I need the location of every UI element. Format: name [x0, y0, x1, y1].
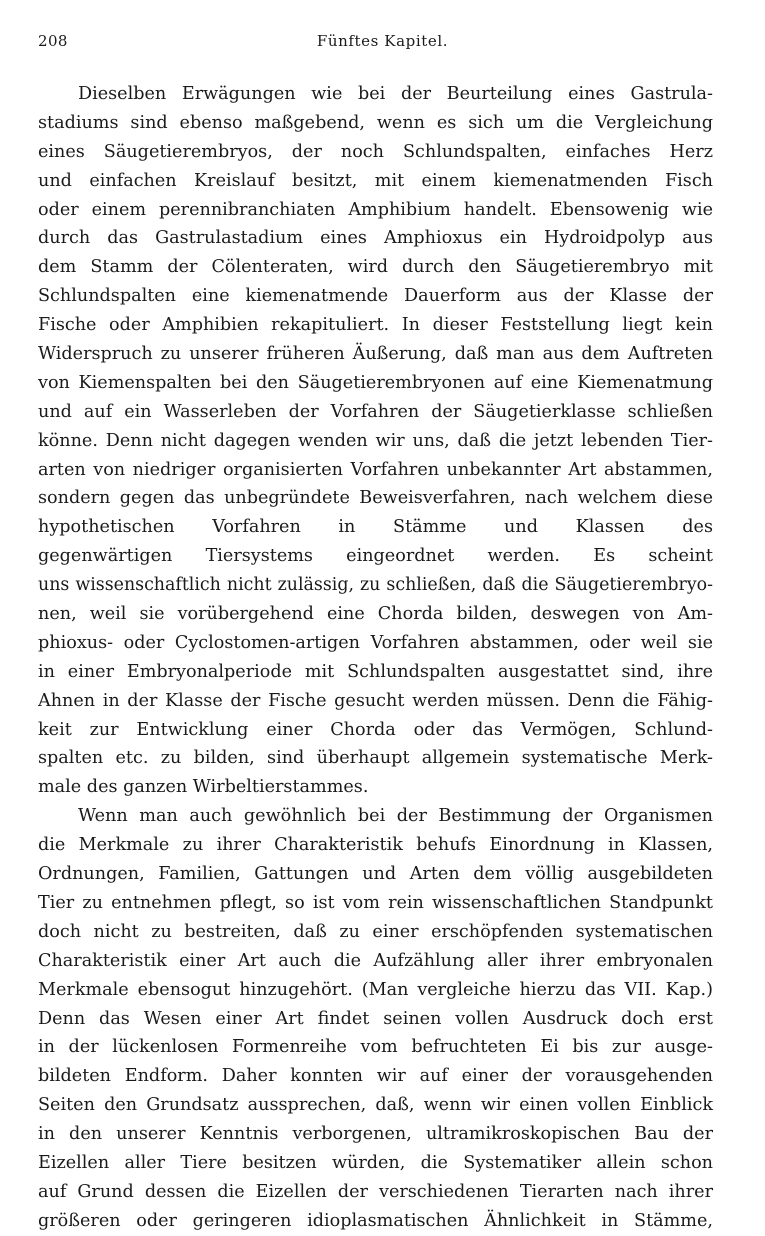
text-line: auf Grund dessen die Eizellen der verschiedenen Tierarten nach ihrer	[38, 1181, 713, 1202]
text-line: sondern gegen das unbegründete Beweisverfahren, nach welchem diese	[38, 488, 713, 509]
text-line: die Merkmale zu ihrer Charakteristik behufs Einordnung in Klassen,	[38, 835, 713, 856]
text-line: Eizellen aller Tiere besitzen würden, die Systematiker allein schon	[38, 1152, 713, 1173]
paragraph-2	[38, 802, 713, 1235]
text-line: oder einem perennibranchiaten Amphibium handelt. Ebensowenig wie	[38, 199, 713, 220]
text-line: Wenn man auch gewöhnlich bei der Bestimmung der Organismen	[78, 806, 713, 827]
text-line: dem Stamm der Cölenteraten, wird durch den Säugetierembryo mit	[38, 257, 713, 278]
text-line: Seiten den Grundsatz aussprechen, daß, wenn wir einen vollen Einblick	[38, 1095, 713, 1116]
text-line: nen, weil sie vorübergehend eine Chorda bilden, deswegen von Am-	[38, 604, 713, 625]
text-line: in einer Embryonalperiode mit Schlundspalten ausgestattet sind, ihre	[38, 661, 713, 682]
text-line: stadiums sind ebenso maßgebend, wenn es sich um die Vergleichung	[38, 112, 713, 133]
text-line: könne. Denn nicht dagegen wenden wir uns, daß die jetzt lebenden Tier-	[38, 430, 713, 451]
text-line: bildeten Endform. Daher konnten wir auf einer der vorausgehenden	[38, 1066, 713, 1087]
running-head: Fünftes Kapitel.	[316, 32, 449, 50]
text-line: Tier zu entnehmen pflegt, so ist vom rein wissenschaftlichen Standpunkt	[38, 892, 713, 913]
text-line: phioxus- oder Cyclostomen-artigen Vorfahren abstammen, oder weil sie	[38, 632, 713, 653]
text-line: spalten etc. zu bilden, sind überhaupt allgemein systematische Merk-	[38, 748, 713, 769]
text-line: doch nicht zu bestreiten, daß zu einer erschöpfenden systematischen	[38, 921, 713, 942]
text-line: uns wissenschaftlich nicht zulässig, zu schließen, daß die Säugetierembryo-	[38, 575, 713, 596]
text-line: in der lückenlosen Formenreihe vom befruchteten Ei bis zur ausge-	[38, 1037, 713, 1058]
text-line: und einfachen Kreislauf besitzt, mit einem kiemenatmenden Fisch	[38, 170, 713, 191]
text-line: Charakteristik einer Art auch die Aufzählung aller ihrer embryonalen	[38, 950, 713, 971]
text-line: hypothetischen Vorfahren in Stämme und Klassen des	[38, 517, 713, 538]
text-line: Ordnungen, Familien, Gattungen und Arten dem völlig ausgebildeten	[38, 864, 713, 885]
text-line: Fische oder Amphibien rekapituliert. In dieser Feststellung liegt kein	[38, 315, 713, 336]
text-line: arten von niedriger organisierten Vorfahren unbekannter Art abstammen,	[38, 459, 713, 480]
text-line: Dieselben Erwägungen wie bei der Beurteilung eines Gastrula-	[78, 84, 713, 104]
paragraph-1	[38, 80, 713, 802]
text-line: eines Säugetierembryos, der noch Schlundspalten, einfaches Herz	[38, 141, 713, 162]
text-line: Schlundspalten eine kiemenatmende Dauerform aus der Klasse der	[38, 286, 713, 307]
body-text	[38, 80, 713, 1236]
text-line: durch das Gastrulastadium eines Amphioxus ein Hydroidpolyp aus	[38, 228, 713, 249]
page-header	[38, 32, 727, 54]
text-line: Ahnen in der Klasse der Fische gesucht werden müssen. Denn die Fähig-	[38, 690, 713, 711]
text-line: und auf ein Wasserleben der Vorfahren der Säugetierklasse schließen	[38, 401, 713, 422]
text-line: keit zur Entwicklung einer Chorda oder das Vermögen, Schlund-	[38, 719, 713, 740]
text-line: Denn das Wesen einer Art findet seinen vollen Ausdruck doch erst	[38, 1008, 713, 1029]
page-number: 208	[38, 32, 68, 50]
text-line: größeren oder geringeren idioplasmatischen Ähnlichkeit in Stämme,	[38, 1210, 713, 1231]
text-line: Widerspruch zu unserer früheren Äußerung, daß man aus dem Auftreten	[38, 344, 713, 365]
text-line: Merkmale ebensogut hinzugehört. (Man vergleiche hierzu das VII. Kap.)	[38, 979, 713, 1000]
text-line: male des ganzen Wirbeltierstammes.	[38, 777, 369, 798]
text-line: von Kiemenspalten bei den Säugetierembryonen auf eine Kiemenatmung	[38, 372, 713, 393]
text-line: in den unserer Kenntnis verborgenen, ultramikroskopischen Bau der	[38, 1124, 713, 1145]
text-line: gegenwärtigen Tiersystems eingeordnet werden. Es scheint	[38, 546, 713, 567]
